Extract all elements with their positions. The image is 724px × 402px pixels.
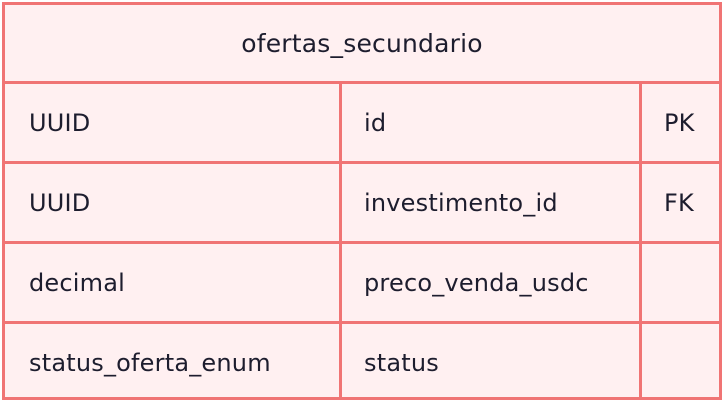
column-divider	[339, 81, 342, 400]
row-divider	[5, 161, 719, 164]
row-1-name: id	[364, 108, 387, 137]
row-2-key: FK	[664, 188, 694, 217]
entity-title: ofertas_secundario	[241, 28, 483, 58]
entity-table-ofertas-secundario	[2, 2, 722, 400]
row-1-key: PK	[664, 108, 695, 137]
column-divider	[639, 81, 642, 400]
row-3-type: decimal	[29, 268, 126, 297]
row-2-type: UUID	[29, 188, 91, 217]
row-4-type: status_oferta_enum	[29, 348, 271, 377]
row-1-type: UUID	[29, 108, 91, 137]
row-2-name: investimento_id	[364, 188, 558, 217]
row-3-name: preco_venda_usdc	[364, 268, 589, 297]
header-divider	[5, 81, 719, 84]
row-4-name: status	[364, 348, 439, 377]
